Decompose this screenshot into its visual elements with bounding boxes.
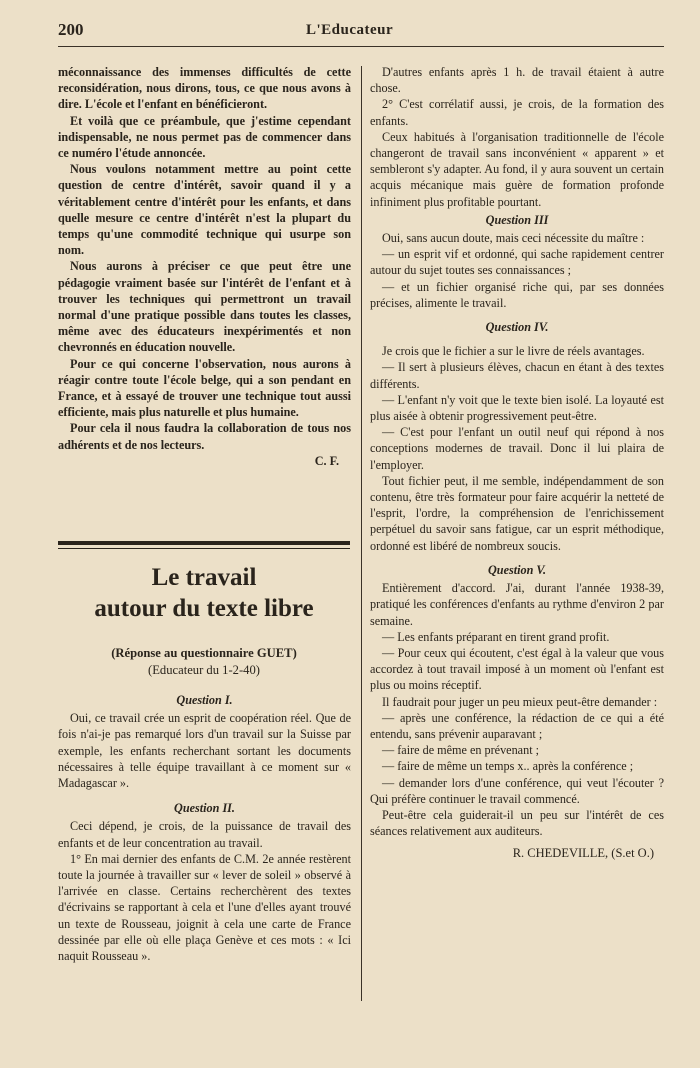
paragraph: Oui, ce travail crée un esprit de coopération réel. Que de fois n'ai-je pas remarqué lors d'un travail sur la Suisse par exemple, les enfants recherchant sortant les documents nécessaires à telle équipe travaillant à ce moment sur « Madagascar ». bbox=[58, 711, 351, 791]
article-title bbox=[58, 562, 350, 624]
paragraph: — faire de même un temps x.. après la conférence ; bbox=[382, 759, 634, 774]
paragraph: — Il sert à plusieurs élèves, chacun en étant à des textes différents. bbox=[370, 360, 664, 391]
paragraph: Il faudrait pour juger un peu mieux peut-être demander : bbox=[382, 694, 658, 709]
paragraph: Pour ce qui concerne l'observation, nous aurons à réagir contre toute l'école belge, qui a son pendant en France, et à essayé de trouver une technique tout aussi efficiente, mais plus naturelle et plus humaine. bbox=[58, 356, 351, 420]
paragraph: — L'enfant n'y voit que le texte bien isolé. La loyauté est plus aisée à obtenir progressivement peut-être. bbox=[370, 392, 664, 424]
question-heading: Question III bbox=[485, 212, 549, 227]
paragraph: Nous aurons à préciser ce que peut être une pédagogie vraiment basée sur l'intérêt de l'enfant et à trouver les techniques qui permettront un travail normal d'une pratique possible dans toutes les classes, même avec des éducateurs inexpérimentés et non chevronnés en éducation nouvelle. bbox=[58, 259, 351, 355]
paragraph: Ceci dépend, je crois, de la puissance de travail des enfants et de leur concentration au travail. bbox=[58, 819, 351, 850]
paragraph: Et voilà que ce préambule, que j'estime cependant indispensable, ne nous permet pas de commencer dans ce numéro l'étude annoncée. bbox=[58, 113, 351, 161]
paragraph: — C'est pour l'enfant un outil neuf qui répond à nos conceptions modernes de travail. Donc il lui plaira de l'employer. bbox=[370, 425, 664, 472]
article-body-left bbox=[58, 690, 351, 964]
page-number: 200 bbox=[58, 20, 84, 39]
subtitle-line1: (Réponse au questionnaire GUET) bbox=[111, 646, 297, 660]
paragraph: — Pour ceux qui écoutent, c'est égal à la valeur que vous accordez à tout travail imposé à un moment où l'enfant est plus ou moins réceptif. bbox=[370, 645, 664, 693]
paragraph: Tout fichier peut, il me semble, indépendamment de son contenu, être très formateur pour faire acquérir la netteté de l'esprit, l'ordre, la compréhension de l'enrichissement perpétuel du savoir sans fatigue, car un esprit méthodique, ordonné est libéré de nombreux soucis. bbox=[370, 473, 664, 553]
paragraph: — Les enfants préparant en tirent grand profit. bbox=[382, 629, 610, 644]
intro-signature: C. F. bbox=[314, 453, 339, 468]
paragraph: Ceux habitués à l'organisation traditionnelle de l'école changeront de travail sans inconvénient « apparent » et sembleront s'y adapter. Au fond, il y aura souvent un certain acquis mécanique mais guère de formation profonde infiniment plus profitable pourtant. bbox=[370, 129, 664, 209]
right-column bbox=[370, 64, 664, 862]
section-divider-thin bbox=[58, 548, 350, 549]
question-heading: Question II. bbox=[174, 801, 235, 816]
paragraph: — et un fichier organisé riche qui, par ses données précises, alimente le travail. bbox=[370, 279, 664, 310]
section-divider-thick bbox=[58, 541, 350, 545]
paragraph: Pour cela il nous faudra la collaboration de tous nos adhérents et de nos lecteurs. bbox=[58, 421, 351, 452]
paragraph: Nous voulons notamment mettre au point cette question de centre d'intérêt, savoir quand il y a véritablement centre d'intérêt pour les enfants, et dans quelle mesure ce centre d'intérêt n'est la plupart du temps qu'une commodité technique qui usurpe son nom. bbox=[58, 162, 351, 258]
question-heading: Question IV. bbox=[485, 320, 549, 335]
paragraph: — demander lors d'une conférence, qui veut l'écouter ? Qui préfère continuer le travail commencé. bbox=[370, 775, 664, 806]
page-header bbox=[58, 20, 662, 44]
paragraph: 1° En mai dernier des enfants de C.M. 2e année restèrent toute la journée à travailler sur « lever de soleil » observé à l'arrivée en classe. Certains recherchèrent des textes d'écrivains se rapportant à cela et l'une d'elles ayant trouvé un texte de Rousseau, joignit à cela une carte de France dessinée par elle où elle plaça Genève et ces mots : « Ici naquit Rousseau ». bbox=[58, 851, 351, 964]
paragraph: Je crois que le fichier a sur le livre de réels avantages. bbox=[382, 344, 645, 359]
paragraph: Peut-être cela guiderait-il un peu sur l'intérêt de ces séances relativement aux auditeurs. bbox=[370, 807, 664, 839]
article-subtitle bbox=[58, 645, 350, 679]
article-title-line2: autour du texte libre bbox=[94, 595, 314, 622]
paragraph: méconnaissance des immenses difficultés de cette reconsidération, nous dirons, tous, ce que nous avons à dire. L'école et l'enfant en bénéficieront. bbox=[58, 65, 351, 112]
paragraph: — un esprit vif et ordonné, qui sache rapidement centrer autour du sujet toutes ses connaissances ; bbox=[370, 247, 664, 278]
left-column-intro bbox=[58, 64, 351, 469]
question-heading: Question I. bbox=[176, 693, 233, 707]
column-divider bbox=[361, 66, 362, 1001]
header-rule bbox=[58, 46, 664, 47]
paragraph: — faire de même en prévenant ; bbox=[382, 743, 540, 758]
article-signature: R. CHEDEVILLE, (S.et O.) bbox=[512, 846, 654, 861]
paragraph: Entièrement d'accord. J'ai, durant l'année 1938-39, pratiqué les conférences d'enfants au rythme d'environ 2 par semaine. bbox=[370, 581, 664, 628]
subtitle-line2: (Educateur du 1-2-40) bbox=[148, 663, 260, 677]
journal-title: L'Educateur bbox=[306, 22, 394, 38]
paragraph: 2° C'est corrélatif aussi, je crois, de la formation des enfants. bbox=[370, 97, 664, 128]
question-heading: Question V. bbox=[487, 562, 547, 577]
paragraph: Oui, sans aucun doute, mais ceci nécessite du maître : bbox=[382, 231, 645, 246]
paragraph: D'autres enfants après 1 h. de travail étaient à autre chose. bbox=[370, 65, 664, 96]
article-title-line1: Le travail bbox=[151, 564, 257, 591]
paragraph: — après une conférence, la rédaction de ce qui a été entendu, sans prévenir auparavant ; bbox=[370, 710, 664, 741]
